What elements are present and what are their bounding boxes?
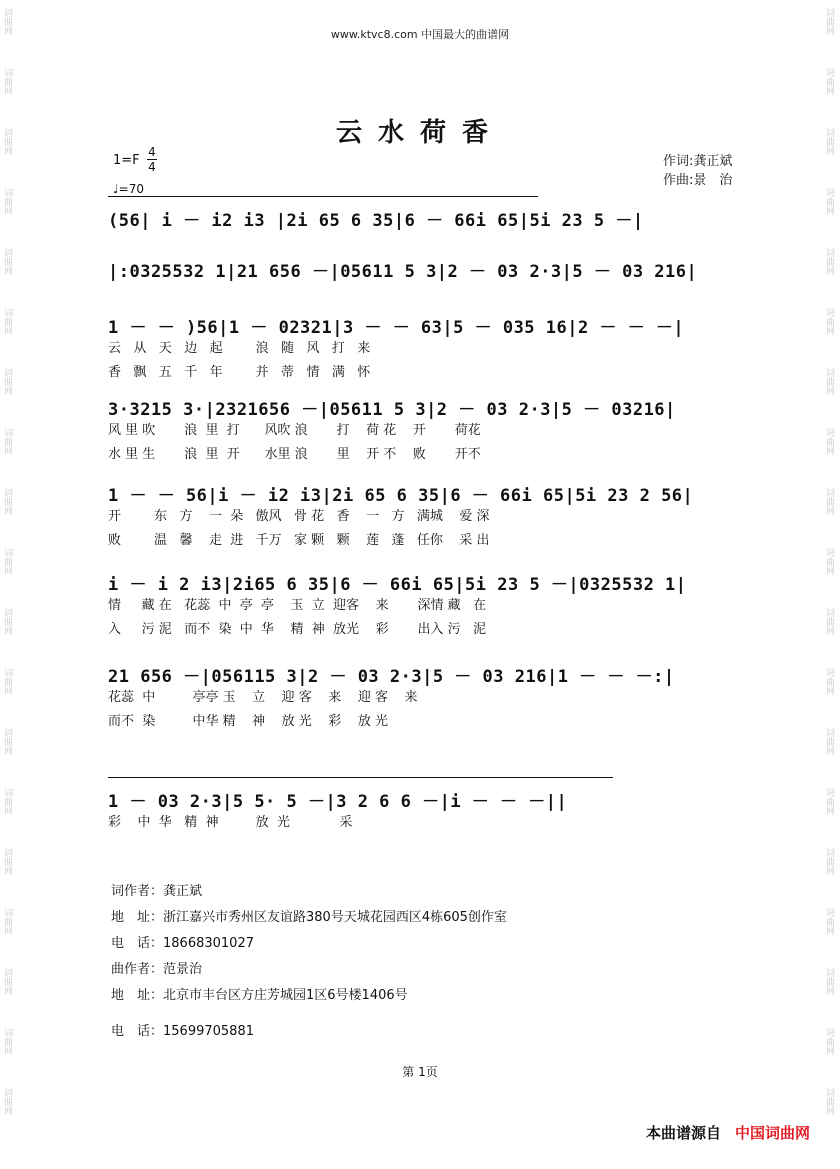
notation-text: 1 － 03 2·3|5 5· 5 －|3 2 6 6 －|i － － －|| (108, 792, 568, 812)
contact-info (111, 880, 507, 1046)
left-watermark-strip (0, 0, 18, 1169)
notation-text: 21 656 －|056115 3|2 － 03 2·3|5 － 03 216|1 － － －:| (108, 667, 675, 687)
watermark-text: 词曲网 (824, 308, 834, 335)
lyric-line: 花蕊 中 亭亭 玉 立 迎 客 来 迎 客 来 (108, 690, 418, 705)
right-watermark-strip (822, 0, 840, 1169)
contact-label: 电 话： (111, 1024, 164, 1039)
source-label: 本曲谱源自 (645, 1124, 721, 1142)
contact-row (111, 880, 507, 906)
lyric-line: 开 东 方 一 朵 傲风 骨 花 香 一 方 满城 爱 深 (108, 509, 490, 524)
lyric-line: 而不 染 中华 精 神 放 光 彩 放 光 (108, 714, 388, 729)
time-bottom: 4 (148, 160, 156, 174)
watermark-text: 词曲网 (2, 548, 12, 575)
key-signature: 1=F (113, 153, 140, 168)
contact-label: 电 话： (111, 936, 164, 951)
watermark-text: 词曲网 (824, 188, 834, 215)
watermark-text: 词曲网 (824, 1028, 834, 1055)
contact-value: 浙江嘉兴市秀州区友谊路380号天城花园西区4栋605创作室 (163, 910, 507, 925)
lyric-line: 风 里 吹 浪 里 打 风吹 浪 打 荷 花 开 荷花 (108, 423, 481, 438)
watermark-text: 词曲网 (824, 668, 834, 695)
lyric-line: 云 从 天 边 起 浪 随 风 打 来 (108, 341, 371, 356)
watermark-text: 词曲网 (2, 308, 12, 335)
lyric-line: 情 藏 在 花蕊 中 亭 亭 玉 立 迎客 来 深情 藏 在 (108, 598, 487, 613)
watermark-text: 词曲网 (824, 428, 834, 455)
watermark-text: 词曲网 (824, 848, 834, 875)
watermark-text: 词曲网 (2, 68, 12, 95)
score-line (108, 206, 768, 256)
watermark-text: 词曲网 (824, 248, 834, 275)
contact-value: 15699705881 (163, 1024, 254, 1039)
watermark-text: 词曲网 (2, 1088, 12, 1115)
notation-text: 1 － － )56|1 － 02321|3 － － 63|5 － 035 16|2 － － －| (108, 318, 685, 338)
watermark-text: 词曲网 (824, 488, 834, 515)
contact-label: 地 址： (111, 988, 164, 1003)
contact-value: 范景治 (163, 962, 203, 977)
watermark-text: 词曲网 (2, 1028, 12, 1055)
watermark-text: 词曲网 (2, 8, 12, 35)
watermark-text: 词曲网 (2, 428, 12, 455)
contact-label: 曲作者： (111, 962, 164, 977)
credits (663, 152, 732, 190)
watermark-text: 词曲网 (824, 608, 834, 635)
lyric-line: 入 污 泥 而不 染 中 华 精 神 放光 彩 出入 污 泥 (108, 622, 487, 637)
time-signature (147, 145, 157, 174)
watermark-text: 词曲网 (2, 788, 12, 815)
watermark-text: 词曲网 (2, 848, 12, 875)
tempo-mark: ♩=70 (113, 182, 144, 196)
notation-text: (56| i － i2 i3 |2i 65 6 35|6 － 66i 65|5i 23 5 －| (108, 211, 644, 231)
contact-row (111, 932, 507, 958)
watermark-text: 词曲网 (824, 728, 834, 755)
contact-row (111, 1020, 507, 1046)
source-footer (646, 1122, 810, 1143)
contact-value: 龚正斌 (163, 884, 203, 899)
slur-line (108, 777, 613, 778)
lyric-line: 水 里 生 浪 里 开 水里 浪 里 开 不 败 开不 (108, 447, 481, 462)
notation-text: 1 － － 56|i － i2 i3|2i 65 6 35|6 － 66i 65|5i 23 2 56| (108, 486, 694, 506)
page-number: 第 1页 (402, 1065, 438, 1079)
watermark-text: 词曲网 (824, 788, 834, 815)
site-header[interactable]: www.ktvc8.com 中国最大的曲谱网 (330, 28, 510, 41)
watermark-text: 词曲网 (2, 668, 12, 695)
contact-value: 北京市丰台区方庄芳城园1区6号楼1406号 (163, 988, 408, 1003)
contact-row (111, 958, 507, 984)
notation-text: 3·3215 3·|2321656 －|05611 5 3|2 － 03 2·3|5 － 03216| (108, 400, 676, 420)
watermark-text: 词曲网 (824, 8, 834, 35)
watermark-text: 词曲网 (2, 908, 12, 935)
contact-label: 词作者： (111, 884, 164, 899)
watermark-text: 词曲网 (824, 1088, 834, 1115)
watermark-text: 词曲网 (2, 128, 12, 155)
watermark-text: 词曲网 (2, 248, 12, 275)
watermark-text: 词曲网 (824, 968, 834, 995)
watermark-text: 词曲网 (2, 488, 12, 515)
watermark-text: 词曲网 (2, 728, 12, 755)
lyric-line: 香 飘 五 千 年 并 蒂 情 满 怀 (108, 365, 371, 380)
watermark-text: 词曲网 (2, 368, 12, 395)
watermark-text: 词曲网 (2, 188, 12, 215)
slur-line (108, 196, 538, 197)
watermark-text: 词曲网 (2, 968, 12, 995)
time-top: 4 (148, 145, 156, 159)
score-line (108, 257, 768, 307)
contact-label: 地 址： (111, 910, 164, 925)
song-title: 云水荷香 (335, 118, 504, 148)
watermark-text: 词曲网 (824, 68, 834, 95)
contact-value: 18668301027 (163, 936, 254, 951)
source-site-link[interactable]: 中国词曲网 (734, 1124, 810, 1142)
composer-credit: 作曲:景 治 (663, 173, 733, 188)
lyric-line: 败 温 馨 走 进 千万 家 颗 颗 莲 蓬 任你 采 出 (108, 533, 490, 548)
contact-row (111, 906, 507, 932)
notation-text: |:0325532 1|21 656 －|05611 5 3|2 － 03 2·3|5 － 03 216| (108, 262, 698, 282)
watermark-text: 词曲网 (824, 128, 834, 155)
lyricist-credit: 作词:龚正斌 (663, 154, 733, 169)
contact-row (111, 984, 507, 1010)
watermark-text: 词曲网 (824, 548, 834, 575)
notation-text: i － i 2 i3|2i65 6 35|6 － 66i 65|5i 23 5 －|0325532 1| (108, 575, 687, 595)
lyric-line: 彩 中 华 精 神 放 光 采 (108, 815, 353, 830)
watermark-text: 词曲网 (824, 368, 834, 395)
watermark-text: 词曲网 (2, 608, 12, 635)
watermark-text: 词曲网 (824, 908, 834, 935)
